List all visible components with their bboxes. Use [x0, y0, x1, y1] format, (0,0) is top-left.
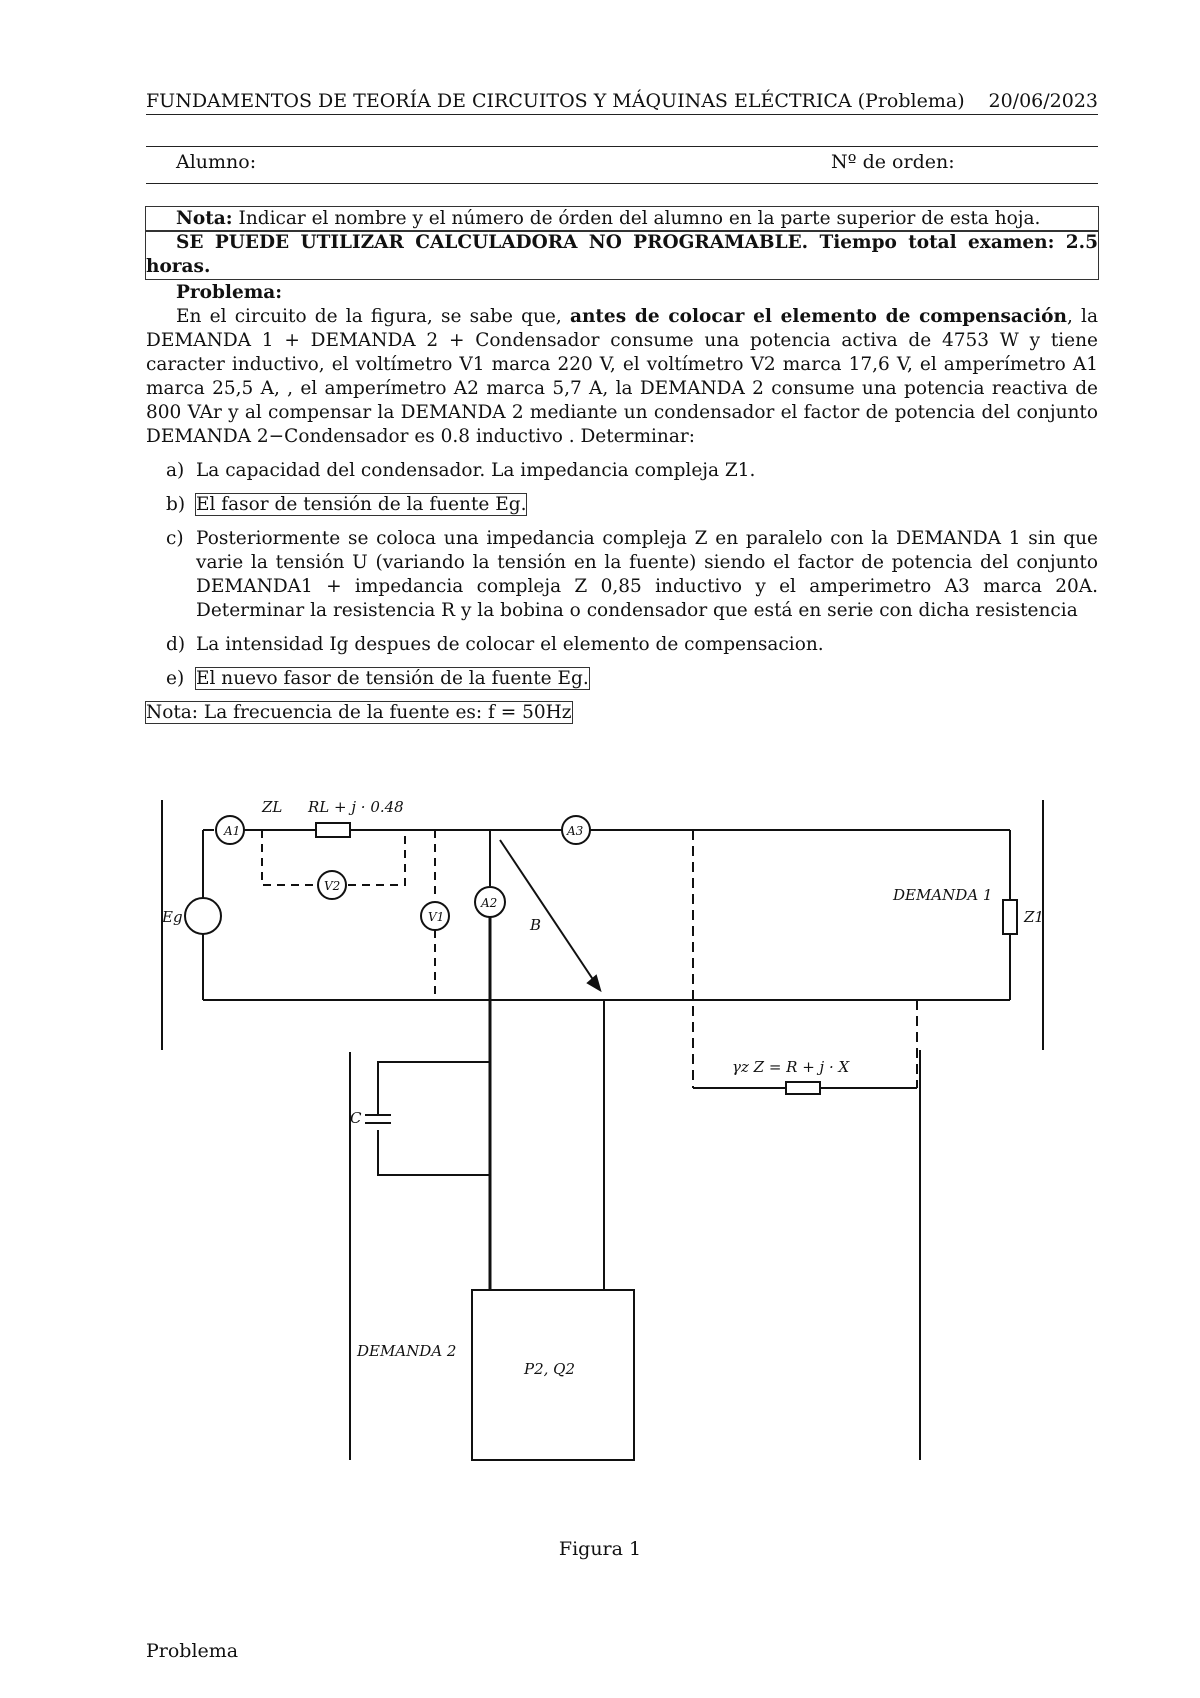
- figure-caption: Figura 1: [558, 1538, 642, 1560]
- z-label: γz Z = R + j · X: [732, 1058, 850, 1076]
- question-text: El nuevo fasor de tensión de la fuente Eg.: [196, 668, 589, 689]
- note-bold: Nota:: [176, 208, 233, 229]
- question-text: Posteriormente se coloca una impedancia compleja Z en paralelo con la DEMANDA 1 sin que varie la tensión U (variando la tensión en la fuente) siendo el factor de potencia del conjunto DEMANDA1 + impedancia compleja Z 0,85 inductivo y el amperimetro A3 marca 20A. Determinar la resistencia R y la bobina o condensador que está en serie con dicha resistencia: [196, 528, 1098, 621]
- v1-label: V1: [428, 910, 445, 924]
- header-title: FUNDAMENTOS DE TEORÍA DE CIRCUITOS Y MÁQUINAS ELÉCTRICA (Problema): [146, 90, 965, 112]
- switch-label: B: [530, 916, 542, 934]
- note-line: [146, 207, 1098, 231]
- student-order-label: Nº de orden:: [831, 151, 955, 173]
- question-a: [166, 459, 1098, 483]
- source-label: Eg: [162, 908, 183, 926]
- student-name-label: Alumno:: [176, 151, 257, 173]
- question-mark: c): [166, 528, 184, 549]
- page-header: [146, 90, 1098, 115]
- question-mark: e): [166, 668, 185, 689]
- cap-label: C: [350, 1109, 362, 1127]
- question-list: [146, 459, 1098, 691]
- v2-label: V2: [324, 879, 341, 893]
- switch-b: [500, 840, 600, 990]
- statement-bold: antes de colocar el elemento de compensación: [569, 306, 1067, 327]
- question-b: [166, 493, 1098, 517]
- a3-label: A3: [567, 824, 584, 838]
- question-text: La capacidad del condensador. La impedancia compleja Z1.: [196, 460, 756, 481]
- calc-notice: SE PUEDE UTILIZAR CALCULADORA NO PROGRAMABLE. Tiempo total examen: 2.5 horas.: [146, 232, 1098, 277]
- problem-title: Problema:: [176, 282, 283, 303]
- demand2-label: DEMANDA 2: [357, 1342, 457, 1360]
- question-c: [166, 527, 1098, 623]
- student-box: [146, 146, 1098, 184]
- question-mark: b): [166, 494, 186, 515]
- circuit-figure: [0, 790, 1200, 1490]
- question-e: [166, 667, 1098, 691]
- problem-body: [146, 207, 1098, 725]
- demand1-label: DEMANDA 1: [893, 886, 993, 904]
- z1-label: Z1: [1024, 908, 1044, 926]
- line-resistor-icon: [316, 823, 350, 837]
- page-footer: Problema: [146, 1640, 239, 1662]
- a2-label: A2: [481, 896, 498, 910]
- line-impedance-label: RL + j · 0.48: [308, 798, 404, 816]
- question-text: El fasor de tensión de la fuente Eg.: [196, 494, 527, 515]
- v2-wiring: [262, 830, 405, 885]
- statement-part1: En el circuito de la figura, se sabe que,: [176, 306, 562, 327]
- statement-part2: , la DEMANDA 1 + DEMANDA 2 + Condensador consume una potencia activa de 4753 W y tiene caracter inductivo, el voltímetro V1 marca 220 V, el voltímetro V2 marca 17,6 V, el amperímetro A1 marca 25,5 A, , el amperímetro A2 marca 5,7 A, la DEMANDA 2 consume una potencia reactiva de 800 VAr y al compensar la DEMANDA 2 mediante un condensador el factor de potencia del conjunto DEMANDA 2−Condensador es 0.8 inductivo . Determinar:: [146, 306, 1098, 447]
- question-mark: a): [166, 460, 185, 481]
- pq-label: P2, Q2: [524, 1360, 576, 1378]
- header-date: 20/06/2023: [988, 90, 1098, 112]
- zl-label: ZL: [262, 798, 283, 816]
- question-mark: d): [166, 634, 186, 655]
- z-impedance-icon: [786, 1082, 820, 1094]
- a1-label: A1: [224, 824, 241, 838]
- source-icon: [185, 898, 221, 934]
- question-d: [166, 633, 1098, 657]
- frequency-note: Nota: La frecuencia de la fuente es: f = 50Hz: [146, 702, 572, 723]
- question-text: La intensidad Ig despues de colocar el elemento de compensacion.: [196, 634, 824, 655]
- z1-impedance-icon: [1003, 900, 1017, 934]
- problem-statement: [146, 305, 1098, 449]
- note-text: Indicar el nombre y el número de órden del alumno en la parte superior de esta hoja.: [238, 208, 1041, 229]
